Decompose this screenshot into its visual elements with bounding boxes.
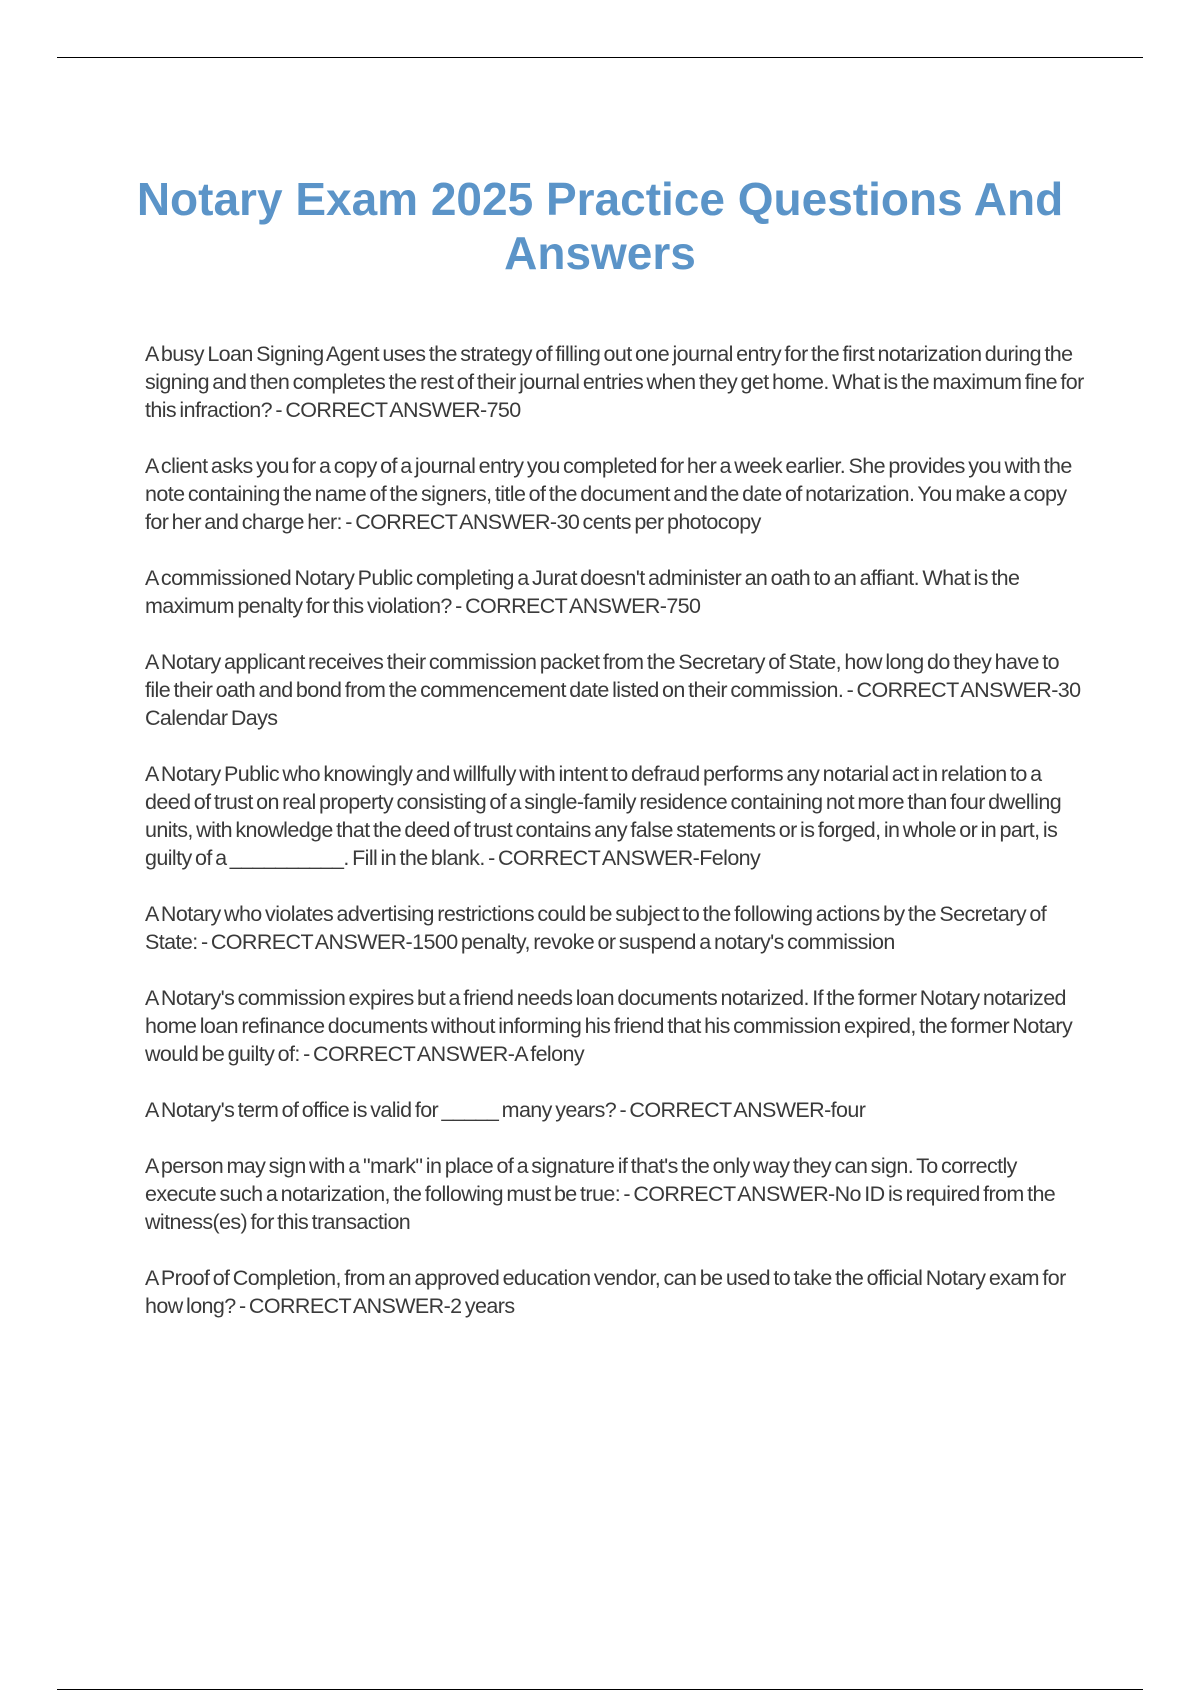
answer-separator: - CORRECT ANSWER- — [616, 1098, 831, 1122]
answer-text: four — [830, 1098, 866, 1122]
question-text: A busy Loan Signing Agent uses the strategy of filling out one journal entry for the first notarization during the signing and then completes the rest of their journal entries when they get home. What is the maximum fine for this infraction? — [145, 342, 1084, 422]
answer-text: 1500 penalty, revoke or suspend a notary's commission — [412, 930, 895, 954]
header-rule — [57, 57, 1143, 58]
qa-item — [145, 648, 1085, 732]
answer-separator: - CORRECT ANSWER- — [272, 398, 487, 422]
answer-text: 30 cents per photocopy — [556, 510, 761, 534]
document-title: Notary Exam 2025 Practice Questions And Answers — [136, 173, 1064, 279]
answer-text: 2 years — [450, 1294, 515, 1318]
question-text: A commissioned Notary Public completing a Jurat doesn't administer an oath to an affiant. What is the maximum penalty for this violation? — [145, 566, 1020, 618]
answer-separator: - CORRECT ANSWER- — [451, 594, 667, 618]
footer-rule — [57, 1689, 1143, 1690]
question-text: A Notary's term of office is valid for _____ many years? — [145, 1098, 617, 1122]
answer-separator: - CORRECT ANSWER- — [843, 678, 1058, 702]
qa-item — [145, 452, 1085, 536]
question-text: A Notary's commission expires but a friend needs loan documents notarized. If the former Notary notarized home loan refinance documents without informing his friend that his commission expired, the former Notary would be guilty of: — [145, 986, 1073, 1066]
qa-item — [145, 1096, 1085, 1124]
answer-text: 750 — [486, 398, 521, 422]
qa-item — [145, 564, 1085, 620]
qa-item — [145, 760, 1085, 872]
answer-separator: - CORRECT ANSWER- — [341, 510, 557, 534]
answer-text: 30 Calendar Days — [145, 678, 1081, 730]
answer-separator: - CORRECT ANSWER- — [620, 1182, 835, 1206]
answer-separator: - CORRECT ANSWER- — [235, 1294, 451, 1318]
answer-text: A felony — [514, 1042, 584, 1066]
question-text: A person may sign with a "mark" in place of a signature if that's the only way they can sign. To correctly execute such a notarization, the following must be true: — [145, 1154, 1017, 1206]
answer-separator: - CORRECT ANSWER- — [299, 1042, 515, 1066]
question-text: A Proof of Completion, from an approved education vendor, can be used to take the official Notary exam for how long? — [145, 1266, 1066, 1318]
answer-text: Felony — [699, 846, 761, 870]
question-text: A client asks you for a copy of a journal entry you completed for her a week earlier. She provides you with the note containing the name of the signers, title of the document and the date of notarization. You make a copy for her and charge her: — [145, 454, 1072, 534]
answer-separator: - CORRECT ANSWER- — [484, 846, 700, 870]
answer-text: No ID is required from the witness(es) for this transaction — [145, 1182, 1056, 1234]
qa-item — [145, 1264, 1085, 1320]
question-text: A Notary applicant receives their commission packet from the Secretary of State, how long do they have to file their oath and bond from the commencement date listed on their commission. — [145, 650, 1060, 702]
qa-list — [145, 340, 1085, 1348]
answer-text: 750 — [666, 594, 701, 618]
question-text: A Notary Public who knowingly and willfully with intent to defraud performs any notarial act in relation to a deed of trust on real property consisting of a single-family residence containing not more than four dwelling units, with knowledge that the deed of trust contains any false statements or is forged, in whole or in part, is guilty of a __________. Fill in the blank. — [145, 762, 1062, 870]
qa-item — [145, 900, 1085, 956]
qa-item — [145, 1152, 1085, 1236]
answer-separator: - CORRECT ANSWER- — [197, 930, 413, 954]
qa-item — [145, 340, 1085, 424]
question-text: A Notary who violates advertising restrictions could be subject to the following actions by the Secretary of State: — [145, 902, 1047, 954]
qa-item — [145, 984, 1085, 1068]
